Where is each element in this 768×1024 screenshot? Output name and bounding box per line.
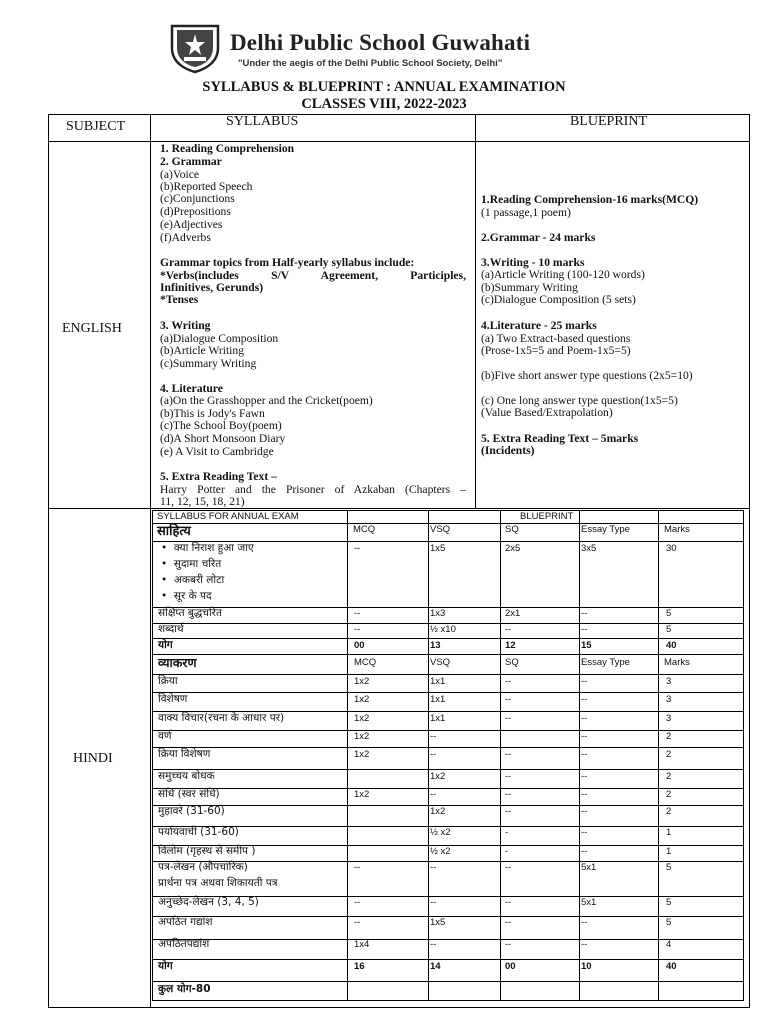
cell: 1x1 [430, 713, 446, 724]
col-header-vsq: VSQ [430, 657, 451, 668]
row-label: अपठितपद्यांश [158, 938, 210, 950]
cell: -- [581, 731, 588, 742]
cell: - [505, 846, 509, 857]
cell: -- [354, 917, 361, 928]
syllabus-line: 4. Literature [160, 382, 223, 395]
syllabus-line: 1. Reading Comprehension [160, 142, 295, 155]
cell: -- [581, 608, 588, 619]
syllabus-line: 3. Writing [160, 319, 211, 332]
cell: -- [430, 862, 437, 873]
bullet-text: सूर के पद [173, 590, 212, 602]
cell: 1 [666, 846, 672, 857]
cell: 1x2 [354, 713, 370, 724]
cell: ½ x2 [430, 846, 451, 857]
cell: 1x2 [354, 731, 370, 742]
col-header-sq: SQ [505, 524, 519, 535]
grid-line [579, 511, 580, 1000]
vyakaran-heading: व्याकरण [158, 655, 197, 670]
cell: 12 [505, 640, 516, 651]
grid-line [153, 654, 743, 655]
bullet-text: सुदामा चरित [173, 558, 222, 570]
grid-line [153, 805, 743, 806]
cell: 5x1 [581, 862, 597, 873]
grid-line [428, 511, 429, 1000]
cell: -- [430, 897, 437, 908]
school-name: Delhi Public School Guwahati [230, 30, 531, 55]
cell: 1x2 [354, 789, 370, 800]
syllabus-line: 11, 12, 15, 18, 21) [160, 495, 245, 508]
row-label: विलोम (गृहस्थ से समीप ) [158, 845, 256, 857]
row-label: संक्षिप्त बुद्धचरित [158, 607, 222, 619]
row-label: क्रिया [158, 675, 178, 687]
cell: -- [505, 897, 512, 908]
grid-line [153, 916, 743, 917]
row-label-total: योग [158, 639, 173, 651]
grid-line [153, 939, 743, 940]
row-label: संधि (स्वर संधि) [158, 788, 220, 800]
cell: 2 [666, 789, 672, 800]
sahitya-bullet: • सुदामा चरित [161, 558, 222, 570]
header-cell-syllabus [150, 114, 476, 142]
school-logo-icon [166, 22, 224, 74]
blueprint-line: (Prose-1x5=5 and Poem-1x5=5) [481, 344, 631, 357]
cell: 00 [505, 961, 516, 972]
blueprint-line: (a) Two Extract-based questions [481, 332, 631, 345]
cell: -- [505, 917, 512, 928]
cell: 13 [430, 640, 441, 651]
cell: 3 [666, 713, 672, 724]
grid-line [658, 511, 659, 1000]
cell: 2 [666, 771, 672, 782]
cell: -- [581, 827, 588, 838]
cell: 1x1 [430, 694, 446, 705]
blueprint-line: (Incidents) [481, 444, 535, 457]
row-label-total: योग [158, 960, 173, 972]
grid-line [153, 638, 743, 639]
cell: 5 [666, 862, 672, 873]
cell: 14 [430, 961, 441, 972]
syllabus-line: (a)Voice [160, 168, 200, 181]
syllabus-line: (d)Prepositions [160, 205, 231, 218]
cell: -- [354, 897, 361, 908]
row-label: मुहावरे (31-60) [158, 805, 225, 817]
sahitya-bullet: • अकबरी लोटा [161, 574, 225, 586]
syllabus-line: (c)Summary Writing [160, 357, 257, 370]
cell: -- [354, 862, 361, 873]
cell: 1x2 [354, 676, 370, 687]
row-label: विशेषण [158, 693, 188, 705]
col-header-sq: SQ [505, 657, 519, 668]
syllabus-line: Infinitives, Gerunds) [160, 281, 264, 294]
subject-hindi: HINDI [73, 751, 113, 766]
cell: -- [430, 731, 437, 742]
cell: 1x5 [430, 917, 446, 928]
row-label: अपठित गद्यांश [158, 916, 213, 928]
col-header-mcq: MCQ [354, 657, 377, 668]
cell: -- [354, 608, 361, 619]
cell: -- [505, 939, 512, 950]
top-right-header: BLUEPRINT [520, 511, 574, 522]
cell: 5 [666, 917, 672, 928]
cell: 2x5 [505, 543, 521, 554]
blueprint-line: 2.Grammar - 24 marks [481, 231, 596, 244]
cell: 30 [666, 543, 677, 554]
row-label: वाक्य विचार(रचना के आधार पर) [158, 712, 285, 724]
cell: -- [581, 694, 588, 705]
cell: -- [581, 771, 588, 782]
sahitya-bullet: • क्या निराश हुआ जाए [161, 542, 254, 554]
row-label: क्रिया विशेषण [158, 748, 211, 760]
cell: -- [581, 624, 588, 635]
syllabus-line: *Verbs(includes S/V Agreement, Participles, [160, 269, 466, 282]
cell: ½ x10 [430, 624, 456, 635]
hindi-blueprint-table [152, 510, 744, 1001]
cell: 40 [666, 640, 677, 651]
top-left-header: SYLLABUS FOR ANNUAL EXAM [157, 511, 299, 522]
cell: -- [430, 749, 437, 760]
cell: -- [581, 917, 588, 928]
grid-line [153, 981, 743, 982]
cell: -- [430, 789, 437, 800]
cell: -- [354, 624, 361, 635]
cell: -- [430, 939, 437, 950]
grid-line [153, 692, 743, 693]
blueprint-line: (a)Article Writing (100-120 words) [481, 268, 645, 281]
grid-line [500, 511, 501, 1000]
grid-line [347, 511, 348, 1000]
syllabus-line: (a)Dialogue Composition [160, 332, 279, 345]
document-title: SYLLABUS & BLUEPRINT : ANNUAL EXAMINATION [202, 79, 566, 95]
cell: 1x1 [430, 676, 446, 687]
cell: 2 [666, 731, 672, 742]
row-label: अनुच्छेद-लेखन (3, 4, 5) [158, 896, 259, 908]
school-tagline: "Under the aegis of the Delhi Public School Society, Delhi" [238, 58, 503, 69]
cell: 1x4 [354, 939, 370, 950]
syllabus-line: Grammar topics from Half-yearly syllabus include: [160, 256, 415, 269]
cell: -- [581, 939, 588, 950]
col-header-essay: Essay Type [581, 657, 630, 668]
bullet-text: क्या निराश हुआ जाए [173, 542, 254, 554]
grid-line [153, 747, 743, 748]
cell: 1x2 [430, 806, 446, 817]
header-blueprint: BLUEPRINT [570, 114, 647, 129]
cell: 2 [666, 806, 672, 817]
cell: -- [581, 846, 588, 857]
sahitya-bullet: • सूर के पद [161, 590, 212, 602]
blueprint-line: 1.Reading Comprehension-16 marks(MCQ) [481, 193, 699, 206]
cell: -- [354, 543, 361, 554]
document-subtitle: CLASSES VIII, 2022-2023 [301, 96, 467, 112]
grid-line [153, 607, 743, 608]
cell: ½ x2 [430, 827, 451, 838]
cell: -- [581, 749, 588, 760]
row-label-line2: प्रार्थना पत्र अथवा शिकायती पत्र [158, 877, 278, 889]
cell: -- [505, 713, 512, 724]
blueprint-line: (b)Five short answer type questions (2x5=10) [481, 369, 693, 382]
blueprint-line: 4.Literature - 25 marks [481, 319, 597, 332]
col-header-marks: Marks [664, 657, 690, 668]
row-label: शब्दार्थ [158, 623, 184, 635]
cell: 00 [354, 640, 365, 651]
row-label: समुच्चय बोधक [158, 770, 215, 782]
blueprint-line: (Value Based/Extrapolation) [481, 406, 613, 419]
cell: 16 [354, 961, 365, 972]
syllabus-line: (d)A Short Monsoon Diary [160, 432, 286, 445]
cell: 15 [581, 640, 592, 651]
row-label: पत्र-लेखन (औपचारिक) [158, 861, 248, 873]
cell: -- [505, 771, 512, 782]
cell: -- [581, 676, 588, 687]
blueprint-line: (c) One long answer type question(1x5=5) [481, 394, 678, 407]
syllabus-line: 2. Grammar [160, 155, 222, 168]
col-header-marks: Marks [664, 524, 690, 535]
cell: 3 [666, 676, 672, 687]
grid-line [153, 730, 743, 731]
grid-line [153, 769, 743, 770]
cell: 1x2 [430, 771, 446, 782]
cell: -- [505, 676, 512, 687]
cell: 1x2 [354, 749, 370, 760]
cell: - [505, 827, 509, 838]
syllabus-line: (c)The School Boy(poem) [160, 419, 282, 432]
cell: -- [505, 806, 512, 817]
bullet-text: अकबरी लोटा [173, 574, 225, 586]
subject-english: ENGLISH [62, 321, 122, 336]
grid-line [153, 674, 743, 675]
syllabus-line: *Tenses [160, 293, 199, 306]
cell: 1x2 [354, 694, 370, 705]
syllabus-line: (e)Adjectives [160, 218, 223, 231]
syllabus-line: (b)This is Jody's Fawn [160, 407, 265, 420]
cell: -- [505, 862, 512, 873]
cell: -- [581, 806, 588, 817]
row-label: पर्यायवाची (31-60) [158, 826, 239, 838]
cell: 3 [666, 694, 672, 705]
cell: -- [505, 789, 512, 800]
cell: 5x1 [581, 897, 597, 908]
cell: 2 [666, 749, 672, 760]
grid-line [153, 959, 743, 960]
grand-total: कुल योग-80 [158, 983, 211, 995]
cell: 1x3 [430, 608, 446, 619]
cell: 4 [666, 939, 672, 950]
col-header-vsq: VSQ [430, 524, 451, 535]
syllabus-line: (f)Adverbs [160, 231, 211, 244]
syllabus-line: Harry Potter and the Prisoner of Azkaban (Chapters – [160, 483, 466, 496]
cell: -- [581, 789, 588, 800]
syllabus-line: (e) A Visit to Cambridge [160, 445, 274, 458]
syllabus-line: (a)On the Grasshopper and the Cricket(poem) [160, 394, 373, 407]
cell: 10 [581, 961, 592, 972]
cell: 40 [666, 961, 677, 972]
sahitya-heading: साहित्य [157, 524, 191, 539]
blueprint-line: 5. Extra Reading Text – 5marks [481, 432, 639, 445]
col-header-essay: Essay Type [581, 524, 630, 535]
syllabus-line: (b)Article Writing [160, 344, 244, 357]
cell: 5 [666, 897, 672, 908]
cell: 3x5 [581, 543, 597, 554]
cell: 1x5 [430, 543, 446, 554]
row-label: वर्ण [158, 730, 172, 742]
syllabus-line: (b)Reported Speech [160, 180, 253, 193]
header-subject: SUBJECT [66, 119, 126, 134]
cell: 2x1 [505, 608, 521, 619]
syllabus-line: 5. Extra Reading Text – [160, 470, 277, 483]
blueprint-line: 3.Writing - 10 marks [481, 256, 585, 269]
grid-line [153, 788, 743, 789]
cell: 5 [666, 608, 672, 619]
cell: 1 [666, 827, 672, 838]
col-header-mcq: MCQ [353, 524, 376, 535]
cell: 5 [666, 624, 672, 635]
blueprint-line: (c)Dialogue Composition (5 sets) [481, 293, 636, 306]
cell: -- [505, 694, 512, 705]
blueprint-line: (b)Summary Writing [481, 281, 578, 294]
syllabus-line: (c)Conjunctions [160, 192, 235, 205]
header-syllabus: SYLLABUS [226, 114, 299, 129]
cell: -- [505, 749, 512, 760]
cell: -- [505, 624, 512, 635]
cell: -- [581, 713, 588, 724]
school-header [0, 18, 768, 78]
blueprint-line: (1 passage,1 poem) [481, 206, 571, 219]
